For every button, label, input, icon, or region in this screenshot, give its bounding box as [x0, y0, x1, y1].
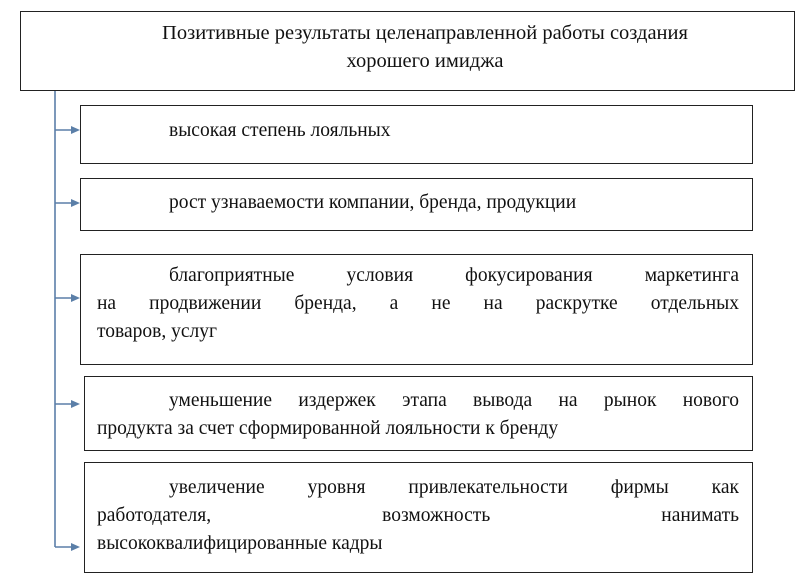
title-line-2: хорошего имиджа: [346, 50, 504, 72]
item-5-line-3: высококвалифицированные кадры: [97, 533, 383, 554]
item-3-line-1: благоприятные условия фокусирования маркетинга: [169, 265, 739, 286]
item-4-line-2: продукта за счет сформированной лояльности к бренду: [97, 418, 559, 439]
item-3-text: [97, 262, 739, 346]
item-4-text: [97, 387, 739, 443]
item-5-line-1: увеличение уровня привлекательности фирмы как: [169, 477, 739, 498]
item-1-text: [169, 117, 729, 145]
item-2-text: [169, 189, 729, 217]
item-3-line-2: на продвижении бренда, а не на раскрутке отдельных: [97, 293, 739, 314]
arrow-2: [55, 199, 80, 207]
item-2-line-1: рост узнаваемости компании, бренда, продукции: [169, 192, 577, 213]
item-5-text: [97, 474, 739, 558]
item-4-line-1: уменьшение издержек этапа вывода на рынок нового: [169, 390, 739, 411]
item-1-line-1: высокая степень лояльных: [169, 120, 391, 141]
title-text: [80, 19, 770, 75]
arrow-4: [55, 400, 80, 408]
title-line-1: Позитивные результаты целенаправленной работы создания: [162, 22, 688, 44]
arrow-5: [55, 543, 80, 551]
arrow-1: [55, 126, 80, 134]
arrow-3: [55, 294, 80, 302]
item-5-line-2: работодателя, возможность нанимать: [97, 505, 739, 526]
item-3-line-3: товаров, услуг: [97, 321, 217, 342]
